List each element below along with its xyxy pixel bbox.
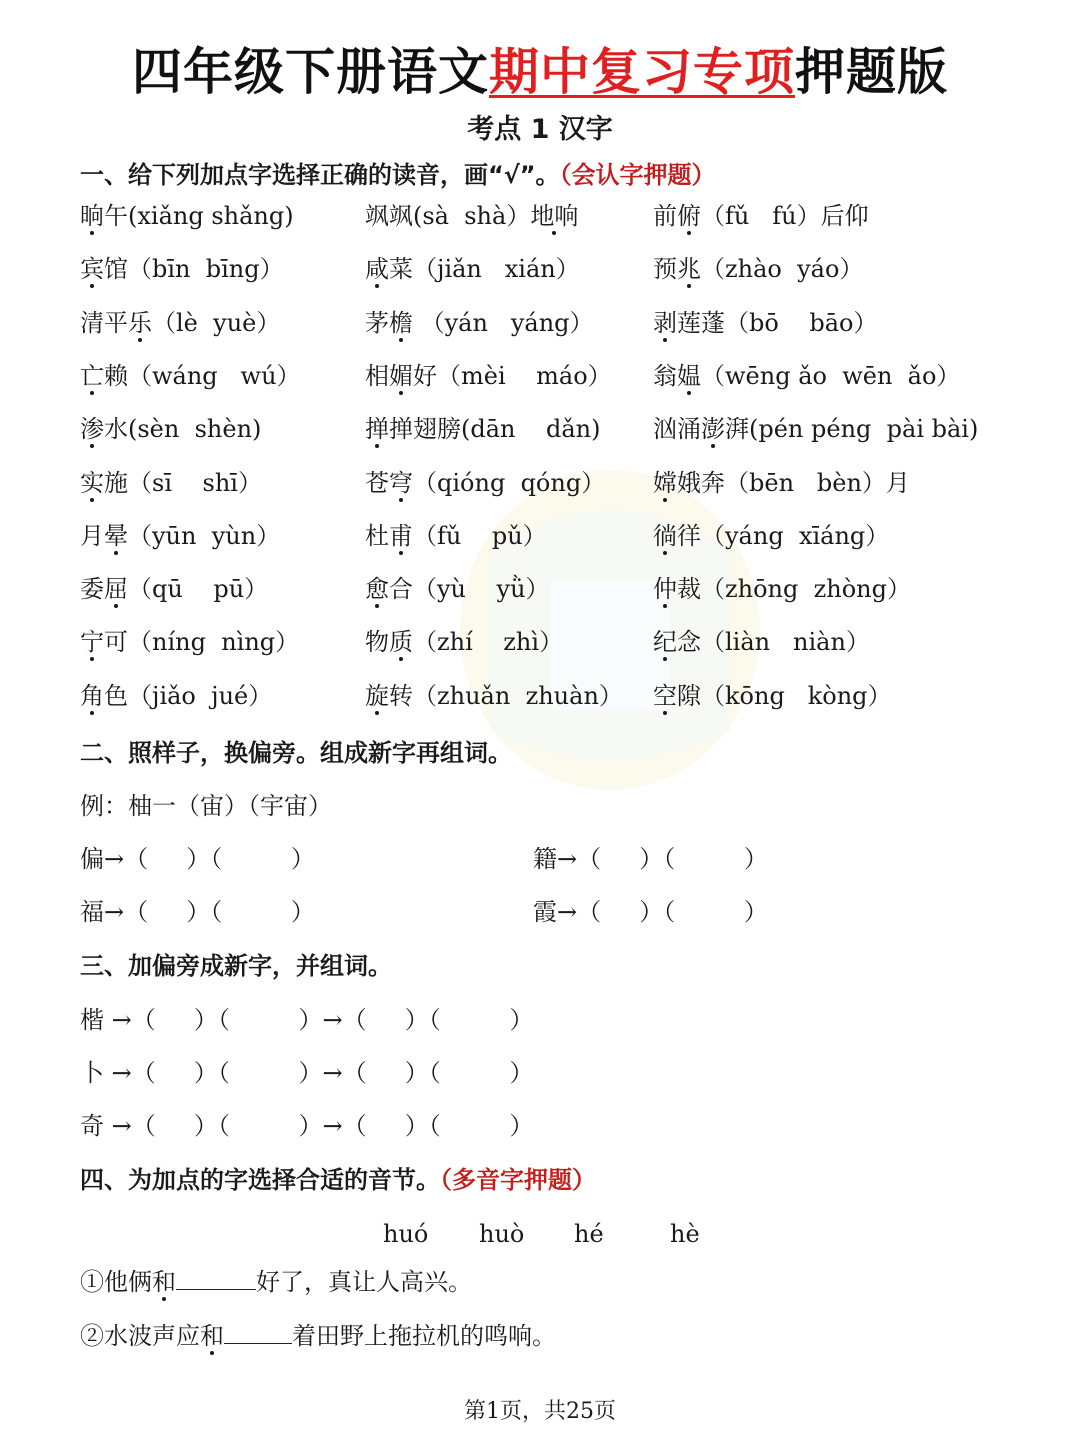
reading-text: 水(sèn shèn) — [104, 415, 262, 443]
reading-text: 合（yù yǜ） — [389, 575, 550, 603]
dotted-char: 仲 — [653, 575, 677, 603]
pinyin-option: huò — [479, 1220, 525, 1248]
pinyin-option: hè — [670, 1220, 700, 1248]
reading-item — [653, 678, 892, 714]
pinyin-option: hé — [574, 1220, 604, 1248]
title-highlight: 期中复习专项 — [489, 43, 795, 101]
reading-item — [80, 305, 280, 341]
dotted-char: 屈 — [104, 575, 128, 603]
reading-text: 转（zhuǎn zhuàn） — [389, 682, 623, 710]
reading-text: 翁 — [653, 362, 677, 390]
reading-text: 飒飒(sà shà）地 — [365, 202, 555, 230]
dotted-char: 晕 — [104, 522, 128, 550]
reading-item — [365, 198, 578, 234]
dotted-char: 嫦 — [653, 469, 677, 497]
reading-text: （fǔ pǔ） — [413, 522, 547, 550]
reading-text: （fǔ fú）后仰 — [701, 202, 869, 230]
section2-item: 籍→（ ）（ ） — [533, 845, 768, 873]
dotted-char: 宁 — [80, 628, 104, 656]
title-suffix: 押题版 — [795, 43, 948, 101]
q2-pre: ②水波声应 — [80, 1322, 200, 1350]
section2-item: 霞→（ ）（ ） — [533, 898, 768, 926]
reading-item — [365, 518, 547, 554]
reading-item — [365, 465, 605, 501]
question-1 — [80, 1264, 472, 1300]
reading-item — [80, 571, 268, 607]
reading-text: 掸翅膀(dān dǎn) — [389, 415, 601, 443]
answer-blank[interactable] — [224, 1319, 292, 1344]
reading-item — [653, 251, 863, 287]
reading-item — [653, 624, 870, 660]
dotted-char: 纪 — [653, 628, 677, 656]
dotted-char: 咸 — [365, 255, 389, 283]
reading-item — [653, 465, 910, 501]
q2-dotted-char: 和 — [200, 1322, 224, 1350]
dotted-char: 晌 — [80, 202, 104, 230]
dotted-char: 檐 — [389, 309, 413, 337]
section3-item: 卜 →（ ）（ ）→（ ）（ ） — [80, 1059, 534, 1087]
dotted-char: 渗 — [80, 415, 104, 443]
dotted-char: 亡 — [80, 362, 104, 390]
reading-text: 苍 — [365, 469, 389, 497]
section2-example: 例：柚一（宙）（宇宙） — [80, 792, 332, 820]
reading-text: 预 — [653, 255, 677, 283]
reading-text: 前 — [653, 202, 677, 230]
reading-item — [80, 465, 262, 501]
answer-blank[interactable] — [176, 1265, 256, 1290]
reading-item — [365, 305, 594, 341]
reading-text: 莲蓬（bō bāo） — [677, 309, 878, 337]
dotted-char: 质 — [389, 628, 413, 656]
dotted-char: 宾 — [80, 255, 104, 283]
reading-text: 可（níng nìng） — [104, 628, 300, 656]
question-2 — [80, 1318, 556, 1354]
reading-text: 娥奔（bēn bèn）月 — [677, 469, 910, 497]
reading-text: 好（mèi máo） — [413, 362, 612, 390]
q1-dotted-char: 和 — [152, 1268, 176, 1296]
dotted-char: 甫 — [389, 522, 413, 550]
section2-item: 福→（ ）（ ） — [80, 898, 315, 926]
reading-item — [365, 411, 601, 447]
reading-text: （yán yáng） — [413, 309, 594, 337]
reading-item — [80, 198, 294, 234]
reading-text: 茅 — [365, 309, 389, 337]
reading-item — [653, 411, 978, 447]
dotted-char: 旋 — [365, 682, 389, 710]
reading-item — [365, 624, 563, 660]
dotted-char: 角 — [80, 682, 104, 710]
reading-text: 菜（jiǎn xián） — [389, 255, 580, 283]
reading-item — [80, 624, 299, 660]
section3-item: 奇 →（ ）（ ）→（ ）（ ） — [80, 1112, 534, 1140]
reading-text: 施（sī shī） — [104, 469, 262, 497]
reading-text: 色（jiǎo jué） — [104, 682, 273, 710]
dotted-char: 徜 — [653, 522, 677, 550]
reading-text: （wēng ǎo wēn ǎo） — [701, 362, 961, 390]
reading-text: 相 — [365, 362, 389, 390]
reading-text: 徉（yáng xīáng） — [677, 522, 890, 550]
reading-text: 隙（kōng kòng） — [677, 682, 892, 710]
reading-text: 湃(pén péng pài bài) — [725, 415, 979, 443]
reading-text: （qióng qóng） — [413, 469, 606, 497]
title-prefix: 四年级下册语文 — [132, 43, 489, 101]
reading-text: （zhí zhì） — [413, 628, 564, 656]
section3-heading: 三、加偏旁成新字，并组词。 — [80, 952, 392, 980]
reading-item — [653, 198, 869, 234]
reading-text: 汹涌 — [653, 415, 701, 443]
pinyin-option: huó — [383, 1220, 429, 1248]
section4-heading-text: 四、为加点的字选择合适的音节。 — [80, 1166, 440, 1194]
q2-post: 着田野上拖拉机的鸣响。 — [292, 1322, 556, 1350]
reading-text: （lè yuè） — [152, 309, 281, 337]
dotted-char: 媪 — [677, 362, 701, 390]
reading-item — [80, 411, 261, 447]
dotted-char: 实 — [80, 469, 104, 497]
reading-item — [365, 358, 612, 394]
reading-item — [653, 305, 877, 341]
reading-item — [80, 358, 301, 394]
reading-item — [653, 571, 911, 607]
dotted-char: 剥 — [653, 309, 677, 337]
reading-item — [365, 678, 623, 714]
reading-text: 午(xiǎng shǎng) — [104, 202, 294, 230]
reading-text: 馆（bīn bīng） — [104, 255, 284, 283]
reading-text: 裁（zhōng zhòng） — [677, 575, 911, 603]
reading-text: （yūn yùn） — [128, 522, 281, 550]
reading-text: 清平 — [80, 309, 128, 337]
reading-item — [653, 358, 960, 394]
reading-text: 委 — [80, 575, 104, 603]
dotted-char: 澎 — [701, 415, 725, 443]
reading-text: 赖（wáng wú） — [104, 362, 301, 390]
reading-text: 响 — [554, 202, 579, 230]
q1-post: 好了，真让人高兴。 — [256, 1268, 472, 1296]
page-footer: 第1页，共25页 — [464, 1399, 616, 1424]
reading-text: 念（liàn niàn） — [677, 628, 870, 656]
section4-tag: （多音字押题） — [440, 1166, 596, 1194]
dotted-char: 空 — [653, 682, 677, 710]
reading-item — [80, 678, 272, 714]
dotted-char: 穹 — [389, 469, 413, 497]
dotted-char: 媚 — [389, 362, 413, 390]
dotted-char: 愈 — [365, 575, 389, 603]
q1-pre: ①他俩 — [80, 1268, 152, 1296]
reading-text: 月 — [80, 522, 104, 550]
reading-item — [365, 251, 580, 287]
section2-item: 偏→（ ）（ ） — [80, 845, 315, 873]
reading-item — [80, 251, 284, 287]
section1-heading — [80, 157, 716, 193]
dotted-char: 乐 — [128, 309, 152, 337]
reading-text: （qū pū） — [128, 575, 269, 603]
reading-item — [80, 518, 280, 554]
page-title — [0, 40, 1080, 104]
section3-item: 楷 →（ ）（ ）→（ ）（ ） — [80, 1006, 534, 1034]
dotted-char: 兆 — [677, 255, 701, 283]
reading-text: （zhào yáo） — [701, 255, 864, 283]
page-subtitle: 考点 1 汉字 — [467, 114, 613, 145]
section2-heading: 二、照样子，换偏旁。组成新字再组词。 — [80, 739, 512, 767]
section1-tag: （会认字押题） — [559, 161, 716, 189]
reading-item — [653, 518, 889, 554]
reading-text: 杜 — [365, 522, 389, 550]
section4-heading — [80, 1162, 596, 1198]
dotted-char: 俯 — [677, 202, 701, 230]
reading-text: 物 — [365, 628, 389, 656]
reading-item — [365, 571, 550, 607]
dotted-char: 掸 — [365, 415, 389, 443]
section1-heading-text: 一、给下列加点字选择正确的读音，画“√”。 — [80, 161, 560, 189]
